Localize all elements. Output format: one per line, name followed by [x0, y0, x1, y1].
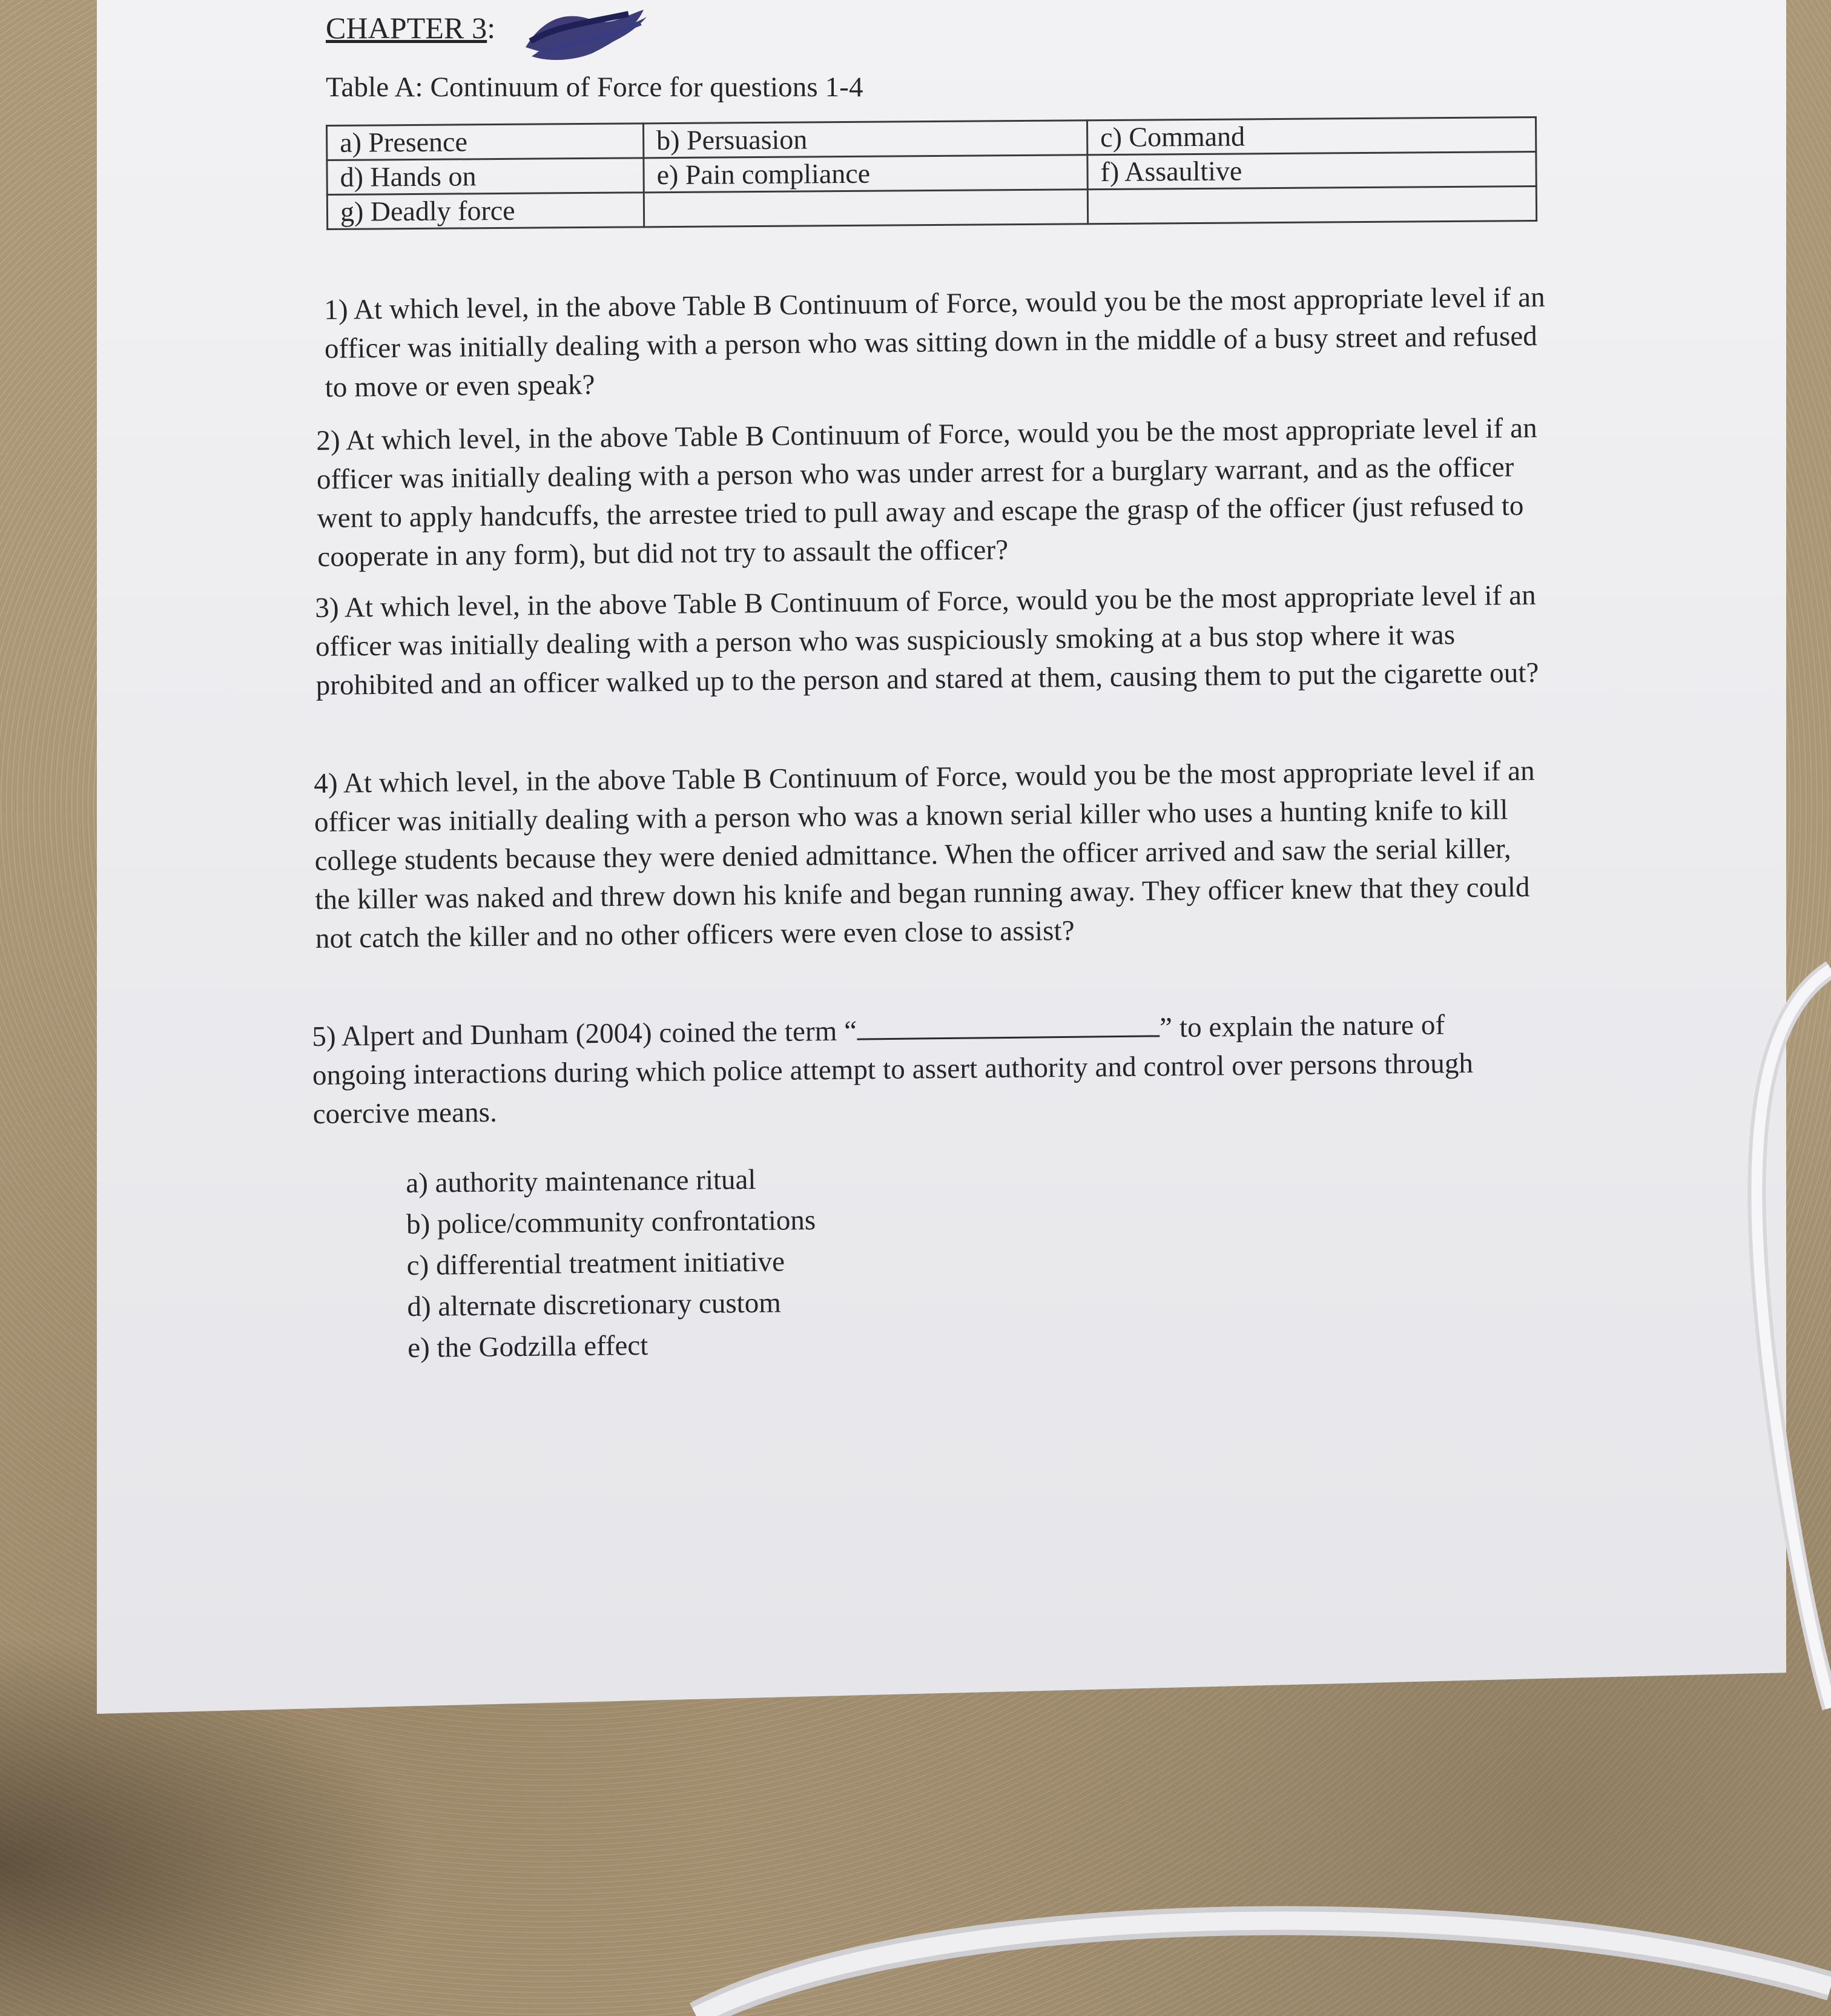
option-a: a) authority maintenance ritual: [406, 1163, 756, 1199]
continuum-of-force-table: [326, 116, 1537, 230]
table-cell: [1087, 187, 1536, 224]
answer-blank: [857, 1011, 1160, 1040]
table-cell: b) Persuasion: [643, 121, 1087, 158]
table-cell: g) Deadly force: [327, 193, 644, 230]
question-3: 3) At which level, in the above Table B Continuum of Force, would you be the most appropriate level if an officer was initially dealing with a person who was suspiciously smoking at a bus stop where it was prohibited and an officer walked up to the person and stared at them, causing them to put the cigarette out?: [315, 579, 1539, 701]
answer-options: [406, 1158, 817, 1369]
chapter-heading: [326, 8, 495, 47]
question-4: 4) At which level, in the above Table B Continuum of Force, would you be the most appropriate level if an officer was initially dealing with a person who was a known serial killer who uses a hunting knife to kill college students because they were denied admittance. When the officer arrived and saw the serial killer, the killer was naked and threw down his knife and began running away. They officer knew that they could not catch the killer and no other officers were even close to assist?: [314, 755, 1535, 954]
option-c: c) differential treatment initiative: [406, 1246, 785, 1281]
question-2: 2) At which level, in the above Table B Continuum of Force, would you be the most appropriate level if an officer was initially dealing with a person who was under arrest for a burglary warrant, and as the officer went to apply handcuffs, the arrestee tried to pull away and escape the grasp of the officer (just refused to cooperate in any form), but did not try to assault the officer?: [316, 412, 1537, 573]
table-cell: d) Hands on: [327, 158, 644, 195]
question-5-lead: 5) Alpert and Dunham (2004) coined the term “: [312, 1015, 857, 1053]
option-b: b) police/community confrontations: [406, 1204, 816, 1240]
table-cell: [644, 190, 1087, 227]
name-scribble: [520, 5, 654, 65]
table-cell: c) Command: [1087, 117, 1536, 155]
question-5-tail: ” to explain the nature of ongoing interactions during which police attempt to assert authority and control over persons through coercive means.: [312, 1009, 1474, 1130]
question-5: [312, 1005, 1536, 1134]
table-title: Table A: Continuum of Force for questions 1-4: [326, 71, 863, 103]
table-cell: a) Presence: [327, 124, 644, 160]
option-d: d) alternate discretionary custom: [407, 1287, 782, 1323]
table-cell: e) Pain compliance: [644, 155, 1087, 193]
chapter-label: CHAPTER 3: [326, 11, 487, 45]
chapter-colon: :: [487, 11, 496, 45]
table-cell: f) Assaultive: [1087, 152, 1536, 190]
option-e: e) the Godzilla effect: [407, 1329, 648, 1364]
question-1: 1) At which level, in the above Table B Continuum of Force, would you be the most appropriate level if an officer was initially dealing with a person who was sitting down in the middle of a busy street and refused to move or even speak?: [324, 281, 1545, 403]
